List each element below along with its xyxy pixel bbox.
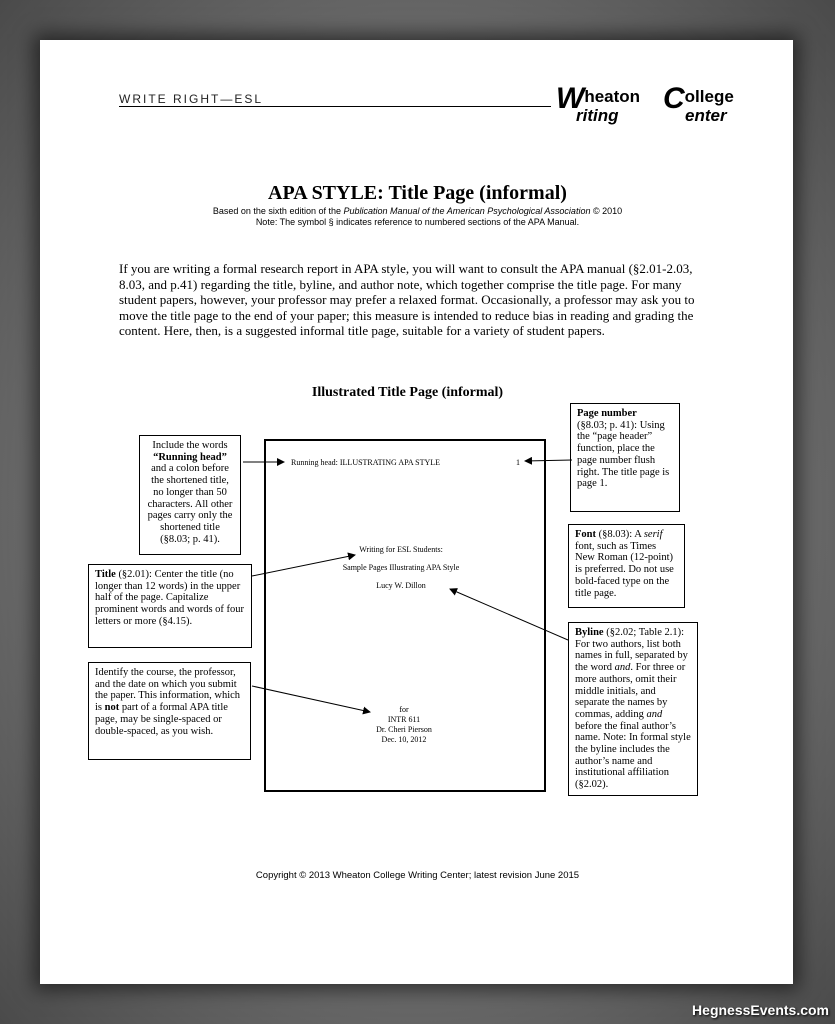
callout-running-head-pre: Include the words bbox=[152, 440, 228, 451]
callout-font-bold: Font bbox=[575, 529, 596, 540]
callout-byline-pre: (§2.02; Table 2.1): For two authors, list both names in full, separated by the word bbox=[575, 627, 688, 674]
callout-course-pre: Identify the course, the professor, and the date on which you submit the paper. This information, which is bbox=[95, 667, 241, 714]
callout-font-mid: (§8.03): A bbox=[596, 529, 644, 540]
arrow-title bbox=[252, 555, 355, 576]
section-title: Illustrated Title Page (informal) bbox=[311, 385, 504, 400]
logo-word-enter: enter bbox=[685, 106, 727, 125]
callout-byline-italic1: and bbox=[614, 662, 631, 674]
callout-course-bold: not bbox=[104, 702, 120, 714]
callout-title-post: (§2.01): Center the title (no longer than 12 words) in the upper half of the page. Capitalize prominent words and words of four letters or more (§4.15). bbox=[95, 569, 245, 627]
callout-title-bold: Title bbox=[95, 569, 116, 580]
logo-word-riting: riting bbox=[576, 106, 619, 125]
sample-date: Dec. 10, 2012 bbox=[381, 735, 427, 744]
subtitle-manual-name: Publication Manual of the American Psychological Association bbox=[343, 206, 591, 216]
callout-running-head-post: and a colon before the shortened title, no longer than 50 characters. All other pages carry only the shortened title (§8.03; p. 41). bbox=[147, 463, 233, 545]
callout-running-head-bold: “Running head” bbox=[153, 451, 227, 463]
callout-byline-post: before the final author’s name. Note: In formal style the byline includes the author’s name and institutional affiliation (§2.02). bbox=[575, 720, 691, 791]
sample-title-line2: Sample Pages Illustrating APA Style bbox=[342, 563, 460, 572]
header-left-text: WRITE RIGHT—ESL bbox=[119, 92, 264, 106]
callout-font-italic: serif bbox=[643, 529, 663, 540]
callout-page-number-post: (§8.03; p. 41): Using the “page header” function, place the page number flush right. The title page is page 1. bbox=[577, 419, 670, 490]
sample-running-head: Running head: ILLUSTRATING APA STYLE bbox=[291, 458, 441, 467]
arrow-course bbox=[252, 686, 370, 712]
callout-byline-bold: Byline bbox=[575, 627, 604, 638]
callout-byline-italic2: and bbox=[646, 708, 663, 720]
logo-initial-w: W bbox=[556, 82, 585, 115]
subtitle-suffix: © 2010 bbox=[590, 206, 623, 216]
arrow-page-number bbox=[525, 460, 572, 461]
logo-initial-c: C bbox=[663, 82, 685, 115]
sample-course: INTR 611 bbox=[387, 715, 421, 724]
callout-byline-mid: . For three or more authors, omit their middle initials, and separate the names by commas, adding bbox=[575, 662, 686, 720]
copyright-footer: Copyright © 2013 Wheaton College Writing Center; latest revision June 2015 bbox=[255, 870, 580, 881]
logo-word-ollege: ollege bbox=[684, 87, 734, 106]
sample-title-line1: Writing for ESL Students: bbox=[359, 545, 443, 554]
logo-word-heaton: heaton bbox=[584, 87, 641, 106]
sample-author: Lucy W. Dillon bbox=[376, 581, 426, 590]
arrow-byline bbox=[450, 589, 568, 640]
subtitle-line2: Note: The symbol § indicates reference to numbered sections of the APA Manual. bbox=[255, 217, 580, 227]
callout-page-number-bold: Page number bbox=[577, 408, 637, 419]
watermark-text: HegnessEvents.com bbox=[692, 1002, 829, 1018]
callout-course-post: part of a formal APA title page, may be single-spaced or double-spaced, as you wish. bbox=[95, 702, 228, 737]
intro-paragraph: If you are writing a formal research report in APA style, you will want to consult the APA manual (§2.01-2.03, 8.03, and p.41) regarding the title, byline, and author note, which together comprise the title page. For many student papers, however, your professor may prefer a relaxed format. Occasionally, a professor may ask you to move the title page to the end of your paper; this measure is intended to reduce bias in reading and grading the content. Here, then, is a suggested informal title page, suitable for a variety of student papers. bbox=[119, 261, 695, 339]
sample-page-number: 1 bbox=[516, 458, 520, 467]
sample-course-for: for bbox=[399, 705, 409, 714]
callout-font-post: font, such as Times New Roman (12-point) is preferred. Do not use bold-faced type on the title page. bbox=[575, 540, 674, 599]
sample-professor: Dr. Cheri Pierson bbox=[376, 725, 432, 734]
page-title: APA STYLE: Title Page (informal) bbox=[268, 182, 567, 204]
subtitle-prefix: Based on the sixth edition of the bbox=[212, 206, 344, 216]
